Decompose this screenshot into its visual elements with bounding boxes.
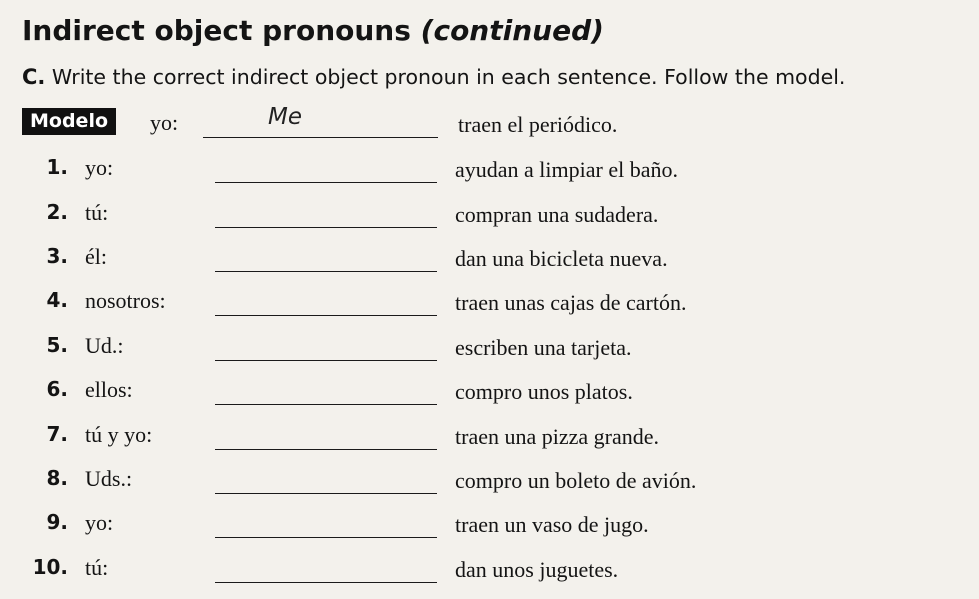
exercise-item <box>0 377 979 409</box>
exercise-item <box>0 333 979 365</box>
item-number: 5. <box>46 333 68 357</box>
item-number: 1. <box>46 155 68 179</box>
item-phrase: ayudan a limpiar el baño. <box>455 157 678 182</box>
answer-blank[interactable] <box>215 537 437 538</box>
item-phrase: traen un vaso de jugo. <box>455 512 649 537</box>
item-phrase: dan una bicicleta nueva. <box>455 246 668 271</box>
answer-blank[interactable] <box>215 227 437 228</box>
item-number: 9. <box>46 510 68 534</box>
exercise-item <box>0 244 979 276</box>
model-badge: Modelo <box>22 108 116 135</box>
instructions-text: Write the correct indirect object pronoun in each sentence. Follow the model. <box>51 65 846 89</box>
item-phrase: traen una pizza grande. <box>455 424 659 449</box>
exercise-item <box>0 466 979 498</box>
item-subject: yo: <box>85 510 114 535</box>
item-subject: tú y yo: <box>85 422 153 447</box>
title-subtitle: (continued) <box>420 14 604 47</box>
page-title <box>22 14 604 47</box>
answer-blank[interactable] <box>215 582 437 583</box>
answer-blank[interactable] <box>215 404 437 405</box>
item-number: 10. <box>32 555 68 579</box>
item-number: 4. <box>46 288 68 312</box>
exercise-item <box>0 510 979 542</box>
answer-blank[interactable] <box>215 360 437 361</box>
exercise-item <box>0 555 979 587</box>
model-answer-blank <box>203 137 438 138</box>
item-number: 6. <box>46 377 68 401</box>
item-phrase: compro unos platos. <box>455 379 633 404</box>
item-subject: Ud.: <box>85 333 124 358</box>
answer-blank[interactable] <box>215 271 437 272</box>
answer-blank[interactable] <box>215 182 437 183</box>
exercise-item <box>0 155 979 187</box>
answer-blank[interactable] <box>215 449 437 450</box>
item-subject: Uds.: <box>85 466 133 491</box>
item-phrase: dan unos juguetes. <box>455 557 619 582</box>
model-row <box>0 104 979 142</box>
item-subject: tú: <box>85 555 109 580</box>
item-subject: nosotros: <box>85 288 166 313</box>
instructions <box>22 65 845 89</box>
item-subject: él: <box>85 244 107 269</box>
item-phrase: compran una sudadera. <box>455 202 659 227</box>
model-answer: Me <box>268 104 302 130</box>
item-number: 2. <box>46 200 68 224</box>
item-subject: yo: <box>85 155 114 180</box>
item-phrase: escriben una tarjeta. <box>455 335 632 360</box>
model-subject: yo: <box>150 110 179 135</box>
model-phrase: traen el periódico. <box>458 112 618 137</box>
exercise-letter: C. <box>22 65 46 89</box>
answer-blank[interactable] <box>215 315 437 316</box>
answer-blank[interactable] <box>215 493 437 494</box>
item-number: 8. <box>46 466 68 490</box>
item-phrase: compro un boleto de avión. <box>455 468 697 493</box>
item-subject: tú: <box>85 200 109 225</box>
title-main: Indirect object pronouns <box>22 14 411 47</box>
item-number: 3. <box>46 244 68 268</box>
item-subject: ellos: <box>85 377 133 402</box>
item-number: 7. <box>46 422 68 446</box>
exercise-item <box>0 422 979 454</box>
exercise-item <box>0 200 979 232</box>
item-phrase: traen unas cajas de cartón. <box>455 290 687 315</box>
exercise-item <box>0 288 979 320</box>
